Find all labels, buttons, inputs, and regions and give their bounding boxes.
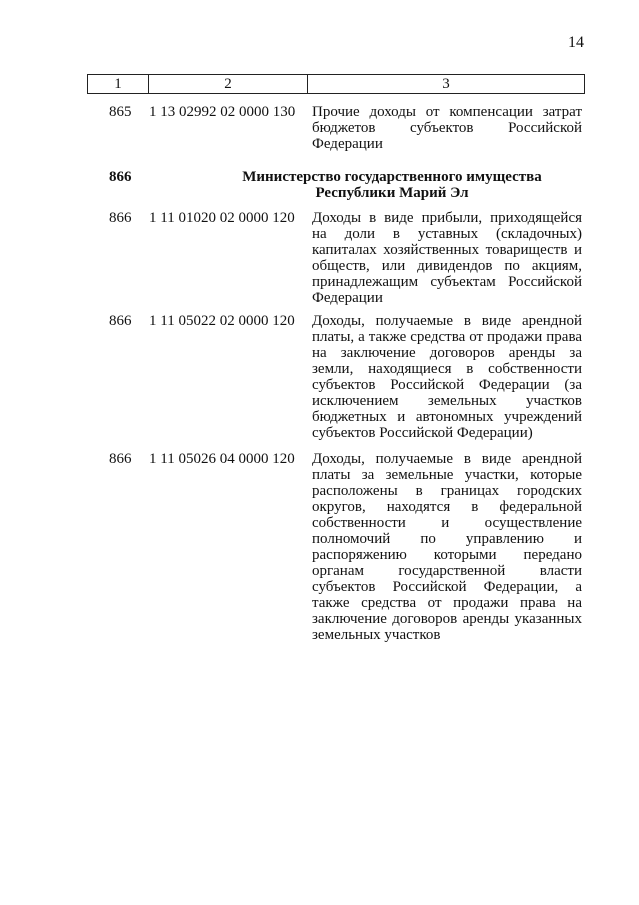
- row-budget-code: 1 11 05026 04 0000 120: [149, 451, 295, 467]
- row-admin-code: 866: [109, 210, 132, 226]
- header-col-2: 2: [149, 75, 308, 94]
- row-description: Прочие доходы от компенсации затрат бюджетов субъектов Российской Федерации: [312, 104, 582, 152]
- header-col-1: 1: [88, 75, 149, 94]
- page-number: 14: [568, 34, 584, 51]
- header-col-3: 3: [308, 75, 585, 94]
- row-admin-code: 865: [109, 104, 132, 120]
- row-admin-code: 866: [109, 451, 132, 467]
- row-description: Доходы, получаемые в виде арендной платы, а также средства от продажи права на заключение договоров аренды за земли, находящиеся в собственности субъектов Российской Федерации (за исключением земельных участков бюджетных и автономных учреждений субъектов Российской Федерации): [312, 313, 582, 441]
- row-description: Доходы в виде прибыли, приходящейся на доли в уставных (складочных) капиталах хозяйственных товариществ и обществ, или дивидендов по акциям, принадлежащим субъектам Российской Федерации: [312, 210, 582, 306]
- section-code: 866: [109, 169, 132, 185]
- row-description: Доходы, получаемые в виде арендной платы за земельные участки, которые расположены в границах городских округов, находятся в федеральной собственности и осуществление полномочий по управлению и распоряжению которыми передано органам государственной власти субъектов Российской Федерации, а также средства от продажи права на заключение договоров аренды указанных земельных участков: [312, 451, 582, 643]
- row-budget-code: 1 13 02992 02 0000 130: [149, 104, 296, 120]
- row-admin-code: 866: [109, 313, 132, 329]
- section-title: Министерство государственного имущества Республики Марий Эл: [242, 169, 542, 201]
- row-budget-code: 1 11 05022 02 0000 120: [149, 313, 295, 329]
- row-budget-code: 1 11 01020 02 0000 120: [149, 210, 295, 226]
- table-header: [87, 74, 585, 94]
